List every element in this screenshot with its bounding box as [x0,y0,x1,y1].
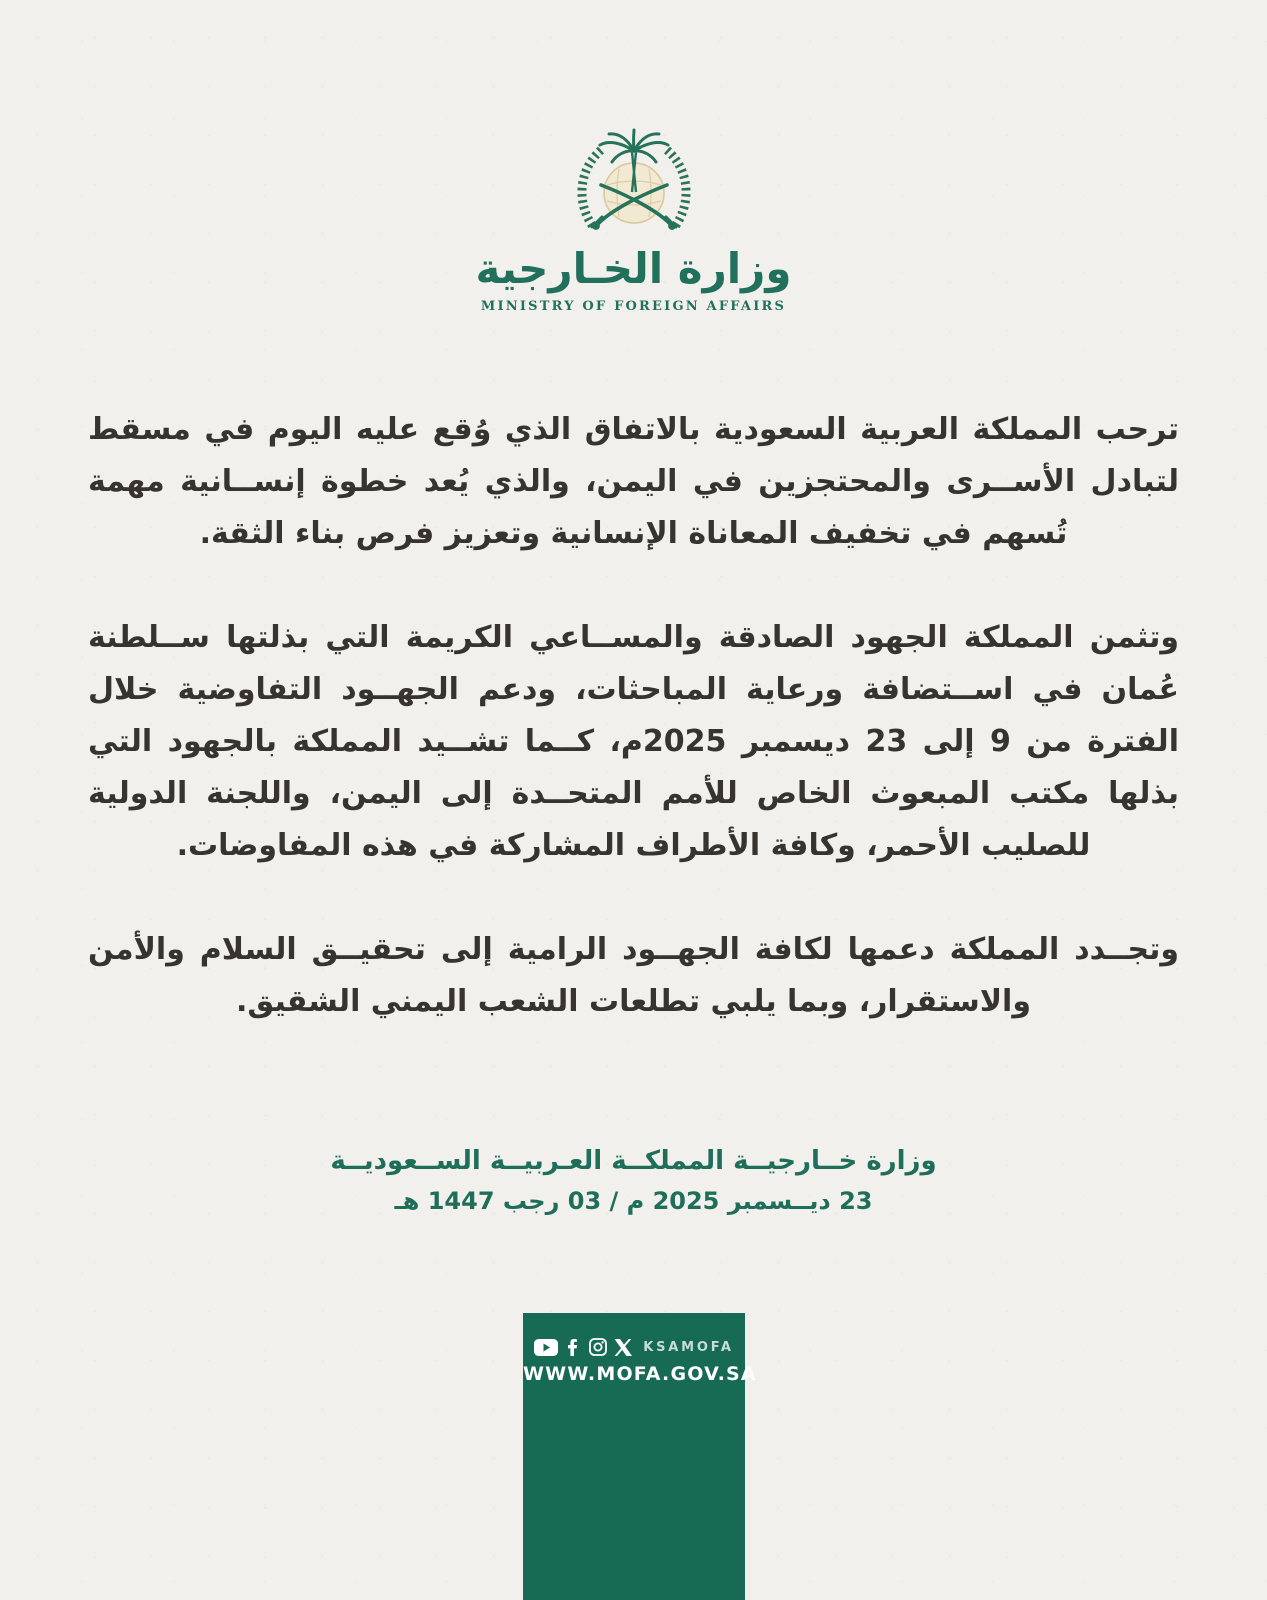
statement-line: وتثمن المملكة الجهود الصادقة والمســاعي الكريمة التي بذلتها ســلطنة [88,620,1179,655]
paragraph-3 [88,924,1179,1028]
statement-line: الفترة من 9 إلى 23 ديسمبر 2025م، كــما تشــيد المملكة بالجهود التي [88,724,1179,759]
paragraph-1 [88,404,1179,560]
youtube-icon [534,1339,558,1356]
palm-fronds [600,130,668,162]
statement-line: وتجــدد المملكة دعمها لكافة الجهــود الرامية إلى تحقيــق السلام والأمن [88,932,1179,967]
ministry-name-arabic: وزارة الخـارجية [475,244,792,293]
website-url: WWW.MOFA.GOV.SA [523,1363,757,1385]
signature-date: 23 ديــسمبر 2025 م / 03 رجب 1447 هـ [394,1187,873,1215]
instagram-icon [589,1338,607,1356]
mofa-emblem-icon [546,128,722,242]
signature-block [0,1140,1267,1220]
statement-line: للصليب الأحمر، وكافة الأطراف المشاركة في هذه المفاوضات. [176,828,1091,863]
statement-line: والاستقرار، وبما يلبي تطلعات الشعب اليمني الشقيق. [236,984,1031,1019]
x-icon [614,1339,632,1356]
statement-body [88,404,1179,1080]
paragraph-2 [88,612,1179,872]
wreath-right [667,150,686,228]
signature-org: وزارة خــارجيــة المملكــة العـربيــة الســعوديــة [330,1146,937,1176]
statement-line: ترحب المملكة العربية السعودية بالاتفاق الذي وُقع عليه اليوم في مسقط [88,412,1179,447]
facebook-icon [565,1339,582,1356]
wreath-left [581,150,600,228]
social-handle: KSAMOFA [643,1339,734,1355]
mofa-logo [0,128,1267,314]
statement-line: لتبادل الأســرى والمحتجزين في اليمن، والذي يُعد خطوة إنســانية مهمة [88,464,1179,499]
footer-box [523,1313,757,1600]
statement-line: بذلها مكتب المبعوث الخاص للأمم المتحــدة إلى اليمن، واللجنة الدولية [88,776,1179,811]
statement-line: تُسهم في تخفيف المعاناة الإنسانية وتعزيز فرص بناء الثقة. [199,516,1068,551]
social-row [523,1338,745,1356]
statement-line: عُمان في اســتضافة ورعاية المباحثات، ودعم الجهــود التفاوضية خلال [88,672,1179,707]
ministry-name-english: MINISTRY OF FOREIGN AFFAIRS [480,299,787,314]
